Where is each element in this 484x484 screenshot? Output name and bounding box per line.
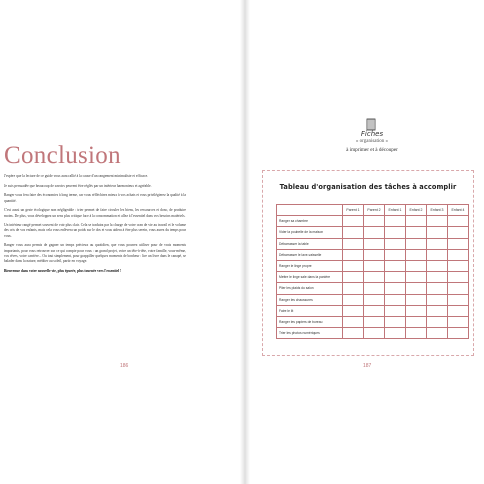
fiche-title: Fiches [360,130,384,138]
column-header [277,205,343,216]
fiche-subtitle: « organisation » [355,139,389,144]
task-cell [448,272,469,283]
task-label: Débarrasser la table [277,238,343,249]
fiche-instruction: à imprimer et à découper [346,147,398,153]
task-cell [427,316,448,327]
task-cell [427,238,448,249]
paragraph: J'espère que la lecture de ce guide vous aura rallié à la cause d'un rangement minimaliste et efficace. [4,174,149,178]
task-cell [343,272,364,283]
task-cell [427,294,448,305]
column-header: Enfant 1 [385,205,406,216]
paragraph: Ranger vous aura permis de gagner un temps précieux au quotidien, que vous pourrez utiliser pour de vrais moments importants, pour vous retrouver sur ce qui compte pour vous : un grand projet, voire un tête-à-tête, votre famille, vous-même, vos rêves, votre carrière... Ou tout simplement, pour grappiller quelques moments de bonheur : lire un livre dans le canapé, se balader dans la nature, méditer au soleil, partir en voyage. [4,243,186,263]
task-label: Mettre le linge sale dans la panière [277,272,343,283]
table-row [277,260,469,271]
task-cell [343,238,364,249]
task-cell [427,283,448,294]
task-label: Faire le lit [277,305,343,316]
page-heading: Conclusion [4,142,121,169]
task-cell [385,260,406,271]
task-label: Vider la poubelle de la maison [277,227,343,238]
task-cell [364,249,385,260]
task-cell [343,216,364,227]
task-cell [385,238,406,249]
task-cell [427,328,448,339]
table-header-row [277,205,469,216]
task-label: Ranger le linge propre [277,260,343,271]
book-gutter [240,0,250,484]
task-cell [406,283,427,294]
task-cell [385,316,406,327]
page-number-left: 186 [120,363,129,369]
task-cell [406,305,427,316]
task-cell [406,227,427,238]
task-label: Ranger les chaussures [277,294,343,305]
task-cell [343,249,364,260]
task-cell [448,283,469,294]
task-cell [385,216,406,227]
task-cell [343,294,364,305]
table-row [277,294,469,305]
closing-paragraph: Bienvenue dans votre nouvelle vie, plus épurée, plus tournée vers l'essentiel ! [4,268,122,273]
paragraph: Ranger vous fera faire des économies à long terme, car vous réfléchirez mieux à vos achats et vous privilégierez la qualité à la quantité. [4,193,186,203]
task-cell [364,216,385,227]
task-cell [364,283,385,294]
task-cell [406,294,427,305]
task-cell [406,260,427,271]
paragraph: Je suis persuadée que beaucoup de savoirs peuvent être réglés par un intérieur harmonieux et agréable. [4,183,152,188]
task-cell [406,328,427,339]
table-row [277,316,469,327]
task-cell [406,238,427,249]
table-row [277,328,469,339]
task-cell [343,227,364,238]
task-cell [448,328,469,339]
paragraph: C'est aussi un geste écologique non négligeable : trier permet de faire circuler les biens, les ressources et donc, de produire moins. De plus, vous développez un sens plus critique face à la consommation et allez à l'essentiel dans vos besoins matériels. [4,208,186,218]
task-cell [448,305,469,316]
paragraph: Un intérieur rangé permet souvent de voir plus clair. Cela se traduira par la charge de votre cran de vie au travail et le volume des cris de vos enfants, mais cela vous enlèvera un poids sur le dos et vous aidera à être plus serein, vous aurez du temps pour vous. [4,223,186,238]
task-cell [364,316,385,327]
column-header: Parent 2 [364,205,385,216]
task-cell [448,294,469,305]
task-cell [364,238,385,249]
task-cell [385,249,406,260]
task-cell [448,316,469,327]
table-row [277,238,469,249]
column-header: Enfant 4 [448,205,469,216]
tasks-table [276,204,469,339]
task-cell [427,216,448,227]
task-cell [448,227,469,238]
task-cell [448,216,469,227]
task-cell [385,272,406,283]
task-label: Ranger les papiers de bureau [277,316,343,327]
task-cell [343,260,364,271]
column-header: Parent 1 [343,205,364,216]
task-cell [364,227,385,238]
table-row [277,272,469,283]
task-cell [364,260,385,271]
table-row [277,227,469,238]
task-cell [427,260,448,271]
task-cell [343,316,364,327]
task-cell [406,249,427,260]
task-cell [406,216,427,227]
task-cell [385,305,406,316]
task-label: Ranger sa chambre [277,216,343,227]
conclusion-text [4,174,186,278]
task-cell [406,316,427,327]
task-cell [364,328,385,339]
table-row [277,216,469,227]
task-cell [427,305,448,316]
table-row [277,283,469,294]
column-header: Enfant 2 [406,205,427,216]
task-label: Trier les photos numériques [277,328,343,339]
task-cell [448,249,469,260]
task-cell [343,283,364,294]
task-cell [427,272,448,283]
task-cell [343,328,364,339]
task-label: Plier les plaids du salon [277,283,343,294]
table-row [277,305,469,316]
task-cell [364,272,385,283]
task-cell [343,305,364,316]
task-cell [385,294,406,305]
task-cell [385,227,406,238]
task-cell [364,294,385,305]
task-cell [385,283,406,294]
column-header: Enfant 3 [427,205,448,216]
table-row [277,249,469,260]
page-number-right: 187 [363,363,372,369]
card-title: Tableau d'organisation des tâches à accomplir [279,183,457,191]
task-cell [364,305,385,316]
task-label: Débarrasser le lave-vaisselle [277,249,343,260]
task-cell [427,227,448,238]
task-cell [385,328,406,339]
task-cell [448,238,469,249]
task-cell [448,260,469,271]
task-cell [427,249,448,260]
task-cell [406,272,427,283]
